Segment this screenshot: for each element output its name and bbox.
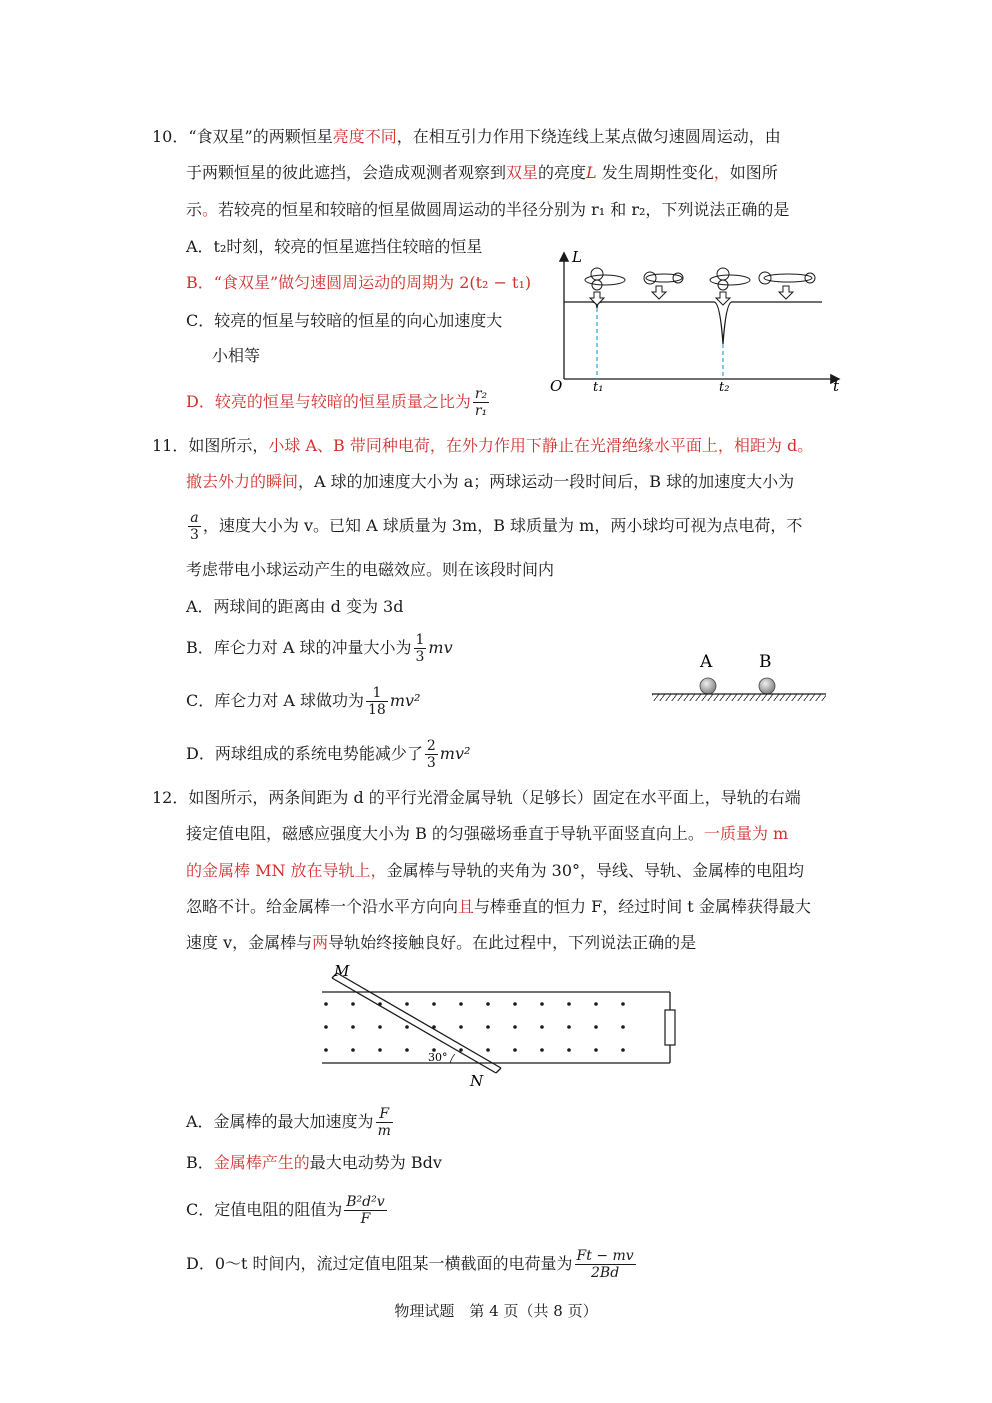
- star-pair-icon: [585, 268, 815, 290]
- q12-highlight: 的金属棒 MN 放在导轨上: [186, 861, 371, 880]
- q11-line-4: 考虑带电小球运动产生的电磁效应。则在该段时间内: [186, 560, 555, 579]
- field-dot: [567, 1002, 571, 1006]
- q11-line-3: [186, 510, 802, 543]
- q10-highlight: L: [586, 163, 597, 182]
- q11-option-d: [186, 738, 470, 771]
- q12-option-c-text: C．定值电阻的阻值为: [186, 1200, 343, 1219]
- q12-text: 金属棒与导轨的夹角为 30°，导线、导轨、金属棒的电阻均: [386, 861, 805, 880]
- field-dot: [378, 1048, 382, 1052]
- fraction: [473, 386, 489, 419]
- numerator: r₂: [474, 386, 488, 402]
- q11-option-a: A．两球间的距离由 d 变为 3d: [186, 597, 404, 616]
- q10-option-d-text: D．较亮的恒星与较暗的恒星质量之比为: [186, 392, 471, 411]
- q12-highlight: 金属棒产生的: [213, 1153, 310, 1172]
- fraction: [575, 1248, 636, 1281]
- q12-option-c: [186, 1194, 389, 1227]
- label-m: M: [334, 962, 350, 980]
- ball-a: [700, 678, 716, 694]
- q11-line-2: [186, 471, 794, 493]
- q10-option-a: A．t₂时刻，较亮的恒星遮挡住较暗的恒星: [186, 237, 483, 256]
- fraction: [188, 510, 201, 543]
- fraction: [366, 685, 388, 718]
- field-dot: [513, 1048, 517, 1052]
- field-dot: [594, 1002, 598, 1006]
- field-dot: [432, 1002, 436, 1006]
- t1-label: t₁: [593, 380, 604, 395]
- q12-rail-figure: [310, 962, 690, 1092]
- q12-line-3: [186, 860, 804, 882]
- denominator: 3: [190, 527, 199, 543]
- ball-a-label: A: [700, 652, 713, 672]
- q12-option-d: [186, 1248, 638, 1281]
- q12-text: 与棒垂直的恒力 F，经过时间 t 金属棒获得最大: [474, 897, 811, 916]
- brightness-curve: [564, 302, 822, 344]
- q11-option-d-text: D．两球组成的系统电势能减少了: [186, 744, 423, 763]
- q11-option-b-text: B．库仑力对 A 球的冲量大小为: [186, 638, 412, 657]
- origin-label: O: [550, 377, 563, 395]
- q10-text: 若较亮的恒星和较暗的恒星做圆周运动的半径分别为 r₁ 和 r₂，下列说法正确的是: [218, 200, 790, 219]
- q12-highlight: 一质量为 m: [703, 824, 789, 843]
- numerator: 2: [426, 738, 436, 754]
- q10-highlight: 。: [202, 200, 219, 219]
- denominator: F: [360, 1211, 371, 1227]
- field-dot: [486, 1025, 490, 1029]
- q12-option-b-text: 最大电动势为 Bdv: [309, 1153, 442, 1172]
- field-dot: [594, 1048, 598, 1052]
- label-n: N: [470, 1072, 484, 1090]
- q12-option-b: [186, 1152, 442, 1174]
- q11-text: 11．如图所示，: [152, 436, 269, 455]
- ground-hatch: [652, 694, 826, 701]
- q11-line-1: [152, 435, 813, 457]
- x-axis-label: t: [833, 377, 840, 395]
- q10-text: ，在相互引力作用下绕连线上某点做匀速圆周运动，由: [396, 127, 781, 146]
- q12-highlight: ，: [370, 861, 387, 880]
- t2-label: t₂: [719, 380, 730, 395]
- field-dot: [324, 1025, 328, 1029]
- q10-option-c: C．较亮的恒星与较暗的恒星的向心加速度大: [186, 311, 503, 330]
- field-dot: [540, 1025, 544, 1029]
- fraction: [414, 632, 427, 665]
- field-dot: [621, 1048, 625, 1052]
- field-dot: [486, 1048, 490, 1052]
- field-dot: [405, 1048, 409, 1052]
- q10-line-2: [186, 162, 778, 184]
- q12-highlight: 且: [458, 897, 475, 916]
- q12-text: 接定值电阻，磁感应强度大小为 B 的匀强磁场垂直于导轨平面竖直向上。: [186, 824, 704, 843]
- denominator: 18: [367, 702, 386, 718]
- q10-text: 于两颗恒星的彼此遮挡，会造成观测者观察到: [186, 163, 507, 182]
- q11-highlight: 小球 A、B 带同种电荷，在外力作用下静止在光滑绝缘水平面上，相距为 d。: [268, 436, 814, 455]
- numerator: 1: [415, 632, 425, 648]
- field-dot: [324, 1002, 328, 1006]
- field-dot: [486, 1002, 490, 1006]
- q10-option-b: B．“食双星”做匀速圆周运动的周期为 2(t₂ − t₁): [186, 273, 532, 292]
- denominator: m: [377, 1123, 391, 1139]
- field-dot: [567, 1048, 571, 1052]
- fraction: [344, 1194, 386, 1227]
- field-dot: [621, 1025, 625, 1029]
- field-dot: [405, 1002, 409, 1006]
- field-dot: [567, 1025, 571, 1029]
- q11-option-b-tail: mv: [428, 638, 453, 657]
- field-dot: [459, 1025, 463, 1029]
- q12-line-5: [186, 932, 696, 954]
- q11-text: ，速度大小为 v。已知 A 球质量为 3m，B 球质量为 m，两小球均可视为点电荷，不: [202, 516, 803, 535]
- denominator: 2Bd: [591, 1265, 620, 1281]
- q10-highlight: 双星: [506, 163, 539, 182]
- numerator: Ft − mv: [576, 1248, 634, 1264]
- q12-line-2: [186, 823, 788, 845]
- q10-text: 的亮度: [538, 163, 587, 182]
- field-dot: [351, 1002, 355, 1006]
- q10-text: 示: [186, 200, 203, 219]
- angle-label: 30°: [428, 1051, 448, 1064]
- fraction: [425, 738, 438, 771]
- q11-option-c-tail: mv²: [389, 691, 421, 710]
- q12-option-a: [186, 1106, 395, 1139]
- field-dot: [324, 1048, 328, 1052]
- field-dot: [378, 1025, 382, 1029]
- q12-highlight: 两: [312, 933, 329, 952]
- field-dot: [405, 1025, 409, 1029]
- metal-rod-mn: [332, 973, 501, 1073]
- q11-option-c-text: C．库仑力对 A 球做功为: [186, 691, 364, 710]
- denominator: 3: [415, 649, 425, 665]
- q11-option-d-tail: mv²: [439, 744, 471, 763]
- numerator: F: [376, 1106, 393, 1123]
- q10-text: 发生周期性变化: [596, 163, 714, 182]
- page-footer: 物理试题 第 4 页（共 8 页）: [394, 1302, 598, 1320]
- q10-option-d: [186, 386, 491, 419]
- q11-highlight: 撤去外力的瞬间: [186, 472, 299, 491]
- q12-option-b-prefix: B．: [186, 1153, 214, 1172]
- ball-b: [759, 678, 775, 694]
- numerator: a: [188, 510, 201, 527]
- q10-line-3: [186, 199, 789, 221]
- field-dot: [459, 1002, 463, 1006]
- field-dot: [351, 1025, 355, 1029]
- field-dot: [351, 1048, 355, 1052]
- q10-highlight: 亮度不同: [332, 127, 397, 146]
- q10-line-1: [152, 126, 781, 148]
- angle-arc: [450, 1054, 455, 1063]
- denominator: r₁: [474, 403, 488, 419]
- ball-b-label: B: [759, 652, 772, 672]
- field-dot: [513, 1025, 517, 1029]
- field-dot: [594, 1025, 598, 1029]
- magnetic-field-dots: [324, 1002, 625, 1052]
- field-dot: [540, 1002, 544, 1006]
- q11-balls-figure: [650, 650, 830, 710]
- field-dot: [540, 1048, 544, 1052]
- denominator: 3: [426, 755, 436, 771]
- q11-text: ，A 球的加速度大小为 a；两球运动一段时间后，B 球的加速度大小为: [298, 472, 795, 491]
- q10-text: 如图所: [729, 163, 778, 182]
- fraction: [376, 1106, 393, 1139]
- q12-line-1: 12．如图所示，两条间距为 d 的平行光滑金属导轨（足够长）固定在水平面上，导轨的右端: [152, 788, 801, 807]
- q10-brightness-graph: [540, 244, 850, 404]
- q10-text: 10．“食双星”的两颗恒星: [152, 127, 333, 146]
- q12-option-d-text: D．0～t 时间内，流过定值电阻某一横截面的电荷量为: [186, 1254, 573, 1273]
- numerator: B²d²v: [346, 1194, 385, 1210]
- q12-option-a-text: A．金属棒的最大加速度为: [186, 1112, 374, 1131]
- q11-option-c: [186, 685, 420, 718]
- q10-option-c-cont: 小相等: [212, 346, 261, 365]
- q11-option-b: [186, 632, 453, 665]
- field-dot: [621, 1002, 625, 1006]
- q12-line-4: [186, 896, 811, 918]
- q10-highlight: ，: [713, 163, 730, 182]
- q12-text: 忽略不计。给金属棒一个沿水平方向向: [186, 897, 459, 916]
- field-dot: [513, 1002, 517, 1006]
- resistor: [665, 1010, 675, 1045]
- y-axis-label: L: [572, 248, 582, 266]
- numerator: 1: [366, 685, 388, 702]
- q12-text: 导轨始终接触良好。在此过程中，下列说法正确的是: [328, 933, 697, 952]
- q12-text: 速度 v，金属棒与: [186, 933, 313, 952]
